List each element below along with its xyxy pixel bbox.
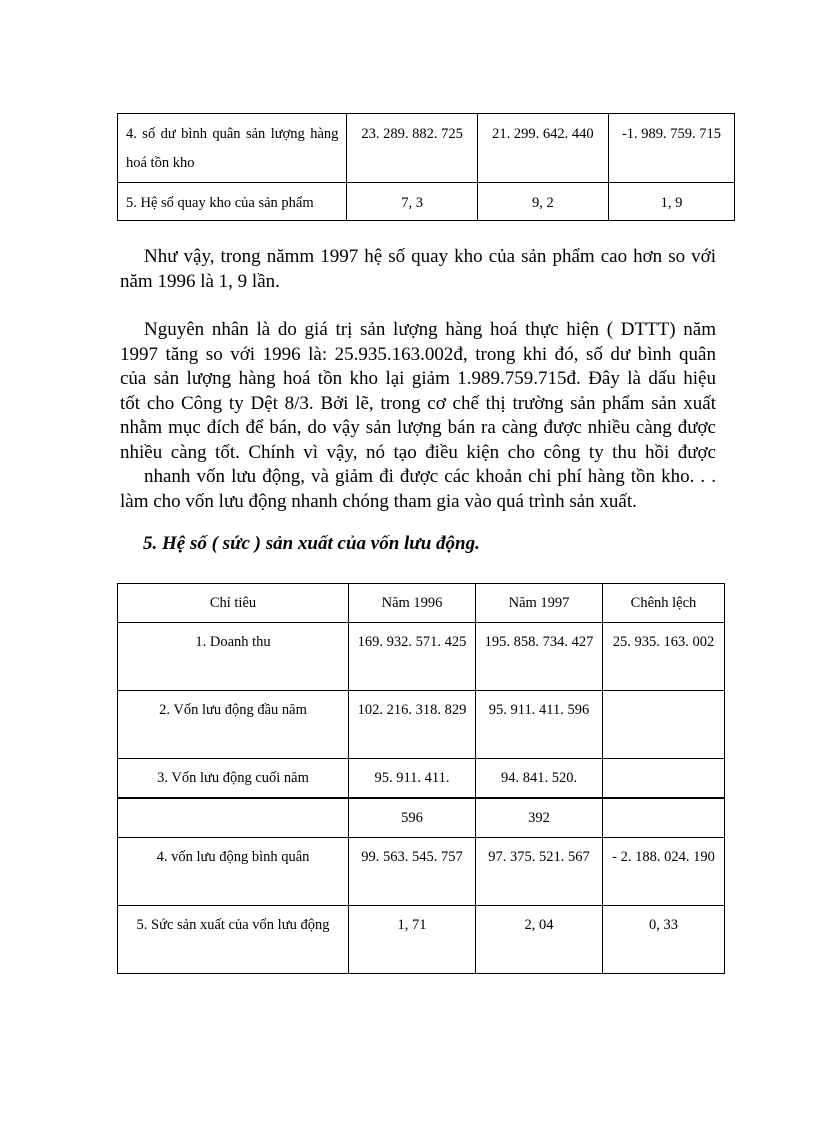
table-cell-label: 5. Sức sản xuất của vốn lưu động — [118, 906, 349, 974]
table-cell-1997: 94. 841. 520. — [476, 759, 603, 799]
header-cell-diff: Chênh lệch — [603, 584, 725, 623]
section-heading: 5. Hệ số ( sức ) sản xuất của vốn lưu động. — [143, 533, 480, 554]
paragraph-line: tốt cho Công ty Dệt 8/3. Bởi lẽ, trong cơ chế thị trường sản phẩm sản xuất — [120, 392, 716, 414]
paragraph-line: nhiều càng tốt. Chính vì vậy, nó tạo điều kiện cho công ty thu hồi được — [120, 441, 716, 463]
paragraph-line: nhanh vốn lưu động, và giảm đi được các khoản chi phí hàng tồn kho. . . — [144, 466, 716, 487]
header-cell-1996: Năm 1996 — [349, 584, 476, 623]
table-cell-diff — [603, 759, 725, 799]
table-cell-1997: 21. 299. 642. 440 — [477, 114, 608, 183]
table-cell-diff: 1, 9 — [609, 183, 735, 221]
table-row — [118, 838, 725, 906]
table-cell-diff: -1. 989. 759. 715 — [609, 114, 735, 183]
table-cell-label: 4. vốn lưu động bình quân — [118, 838, 349, 906]
table-cell-1996: 169. 932. 571. 425 — [349, 623, 476, 691]
paragraph-line: của sản lượng hàng hoá tồn kho lại giảm 1.989.759.715đ. Đây là dấu hiệu — [120, 368, 716, 389]
table-row — [118, 183, 735, 221]
table-row — [118, 798, 725, 838]
inventory-turnover-table — [117, 113, 735, 221]
table-cell-1996: 596 — [349, 798, 476, 838]
working-capital-productivity-table — [117, 583, 725, 974]
table-row — [118, 114, 735, 183]
table-cell-label — [118, 798, 349, 838]
table-cell-label: 2. Vốn lưu động đầu năm — [118, 691, 349, 759]
table-cell-1996: 95. 911. 411. — [349, 759, 476, 799]
table-cell-1996: 102. 216. 318. 829 — [349, 691, 476, 759]
table-row — [118, 906, 725, 974]
table-cell-label: 4. số dư bình quân sản lượng hàng hoá tồn kho — [118, 114, 347, 183]
paragraph-line: năm 1996 là 1, 9 lần. — [120, 270, 280, 292]
paragraph-conclusion — [120, 245, 716, 294]
table-cell-label: 3. Vốn lưu động cuối năm — [118, 759, 349, 799]
table-cell-1997: 195. 858. 734. 427 — [476, 623, 603, 691]
table-row — [118, 623, 725, 691]
paragraph-line: nhằm mục đích để bán, do vậy sản lượng bán ra càng được nhiều càng được — [120, 417, 716, 438]
header-cell-indicator: Chỉ tiêu — [118, 584, 349, 623]
table-cell-diff — [603, 691, 725, 759]
table-cell-1996: 1, 71 — [349, 906, 476, 974]
table-cell-diff: 25. 935. 163. 002 — [603, 623, 725, 691]
paragraph-line: Nguyên nhân là do giá trị sản lượng hàng hoá thực hiện ( DTTT) năm — [144, 319, 716, 340]
table-header-row — [118, 584, 725, 623]
table-cell-diff: - 2. 188. 024. 190 — [603, 838, 725, 906]
table-cell-label: 5. Hệ số quay kho của sản phẩm — [118, 183, 347, 221]
table-cell-1996: 99. 563. 545. 757 — [349, 838, 476, 906]
table-row — [118, 691, 725, 759]
paragraph-line: Như vậy, trong nămm 1997 hệ số quay kho của sản phẩm cao hơn so với — [144, 246, 716, 267]
table-cell-1997: 95. 911. 411. 596 — [476, 691, 603, 759]
table-cell-label: 1. Doanh thu — [118, 623, 349, 691]
table-row — [118, 759, 725, 799]
table-cell-1997: 392 — [476, 798, 603, 838]
table-cell-diff — [603, 798, 725, 838]
table-cell-1997: 2, 04 — [476, 906, 603, 974]
paragraph-line: 1997 tăng so với 1996 là: 25.935.163.002đ, trong khi đó, số dư bình quân — [120, 343, 716, 365]
paragraph-explanation — [120, 318, 716, 514]
table-cell-1996: 23. 289. 882. 725 — [347, 114, 477, 183]
table-cell-1996: 7, 3 — [347, 183, 477, 221]
paragraph-line: làm cho vốn lưu động nhanh chóng tham gia vào quá trình sản xuất. — [120, 490, 637, 512]
table-cell-diff: 0, 33 — [603, 906, 725, 974]
table-cell-1997: 97. 375. 521. 567 — [476, 838, 603, 906]
table-cell-1997: 9, 2 — [477, 183, 608, 221]
header-cell-1997: Năm 1997 — [476, 584, 603, 623]
